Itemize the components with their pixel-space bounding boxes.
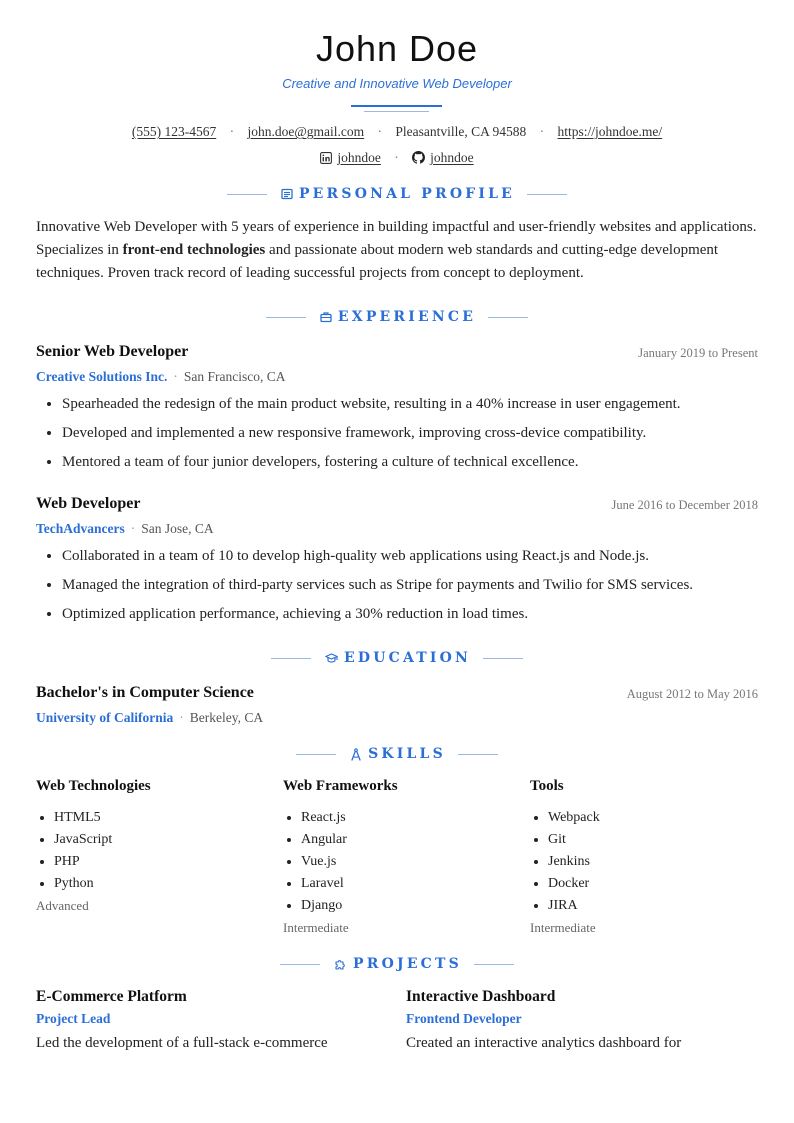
separator-dot: ·	[173, 369, 178, 384]
section-heading-education	[0, 650, 794, 666]
separator-dot: ·	[130, 521, 136, 536]
title-rule-primary	[351, 105, 442, 107]
separator-dot: ·	[539, 124, 545, 139]
skill-list	[36, 808, 266, 896]
title-rule-secondary	[364, 111, 429, 112]
section-heading-skills	[0, 746, 794, 762]
github-icon	[412, 151, 425, 164]
list-item: • Collaborated in a team of 10 to develop high-quality web applications using React.js and Node.js.	[62, 546, 784, 575]
job-achievements	[36, 546, 784, 633]
profile-summary	[36, 216, 758, 285]
compass-icon	[350, 748, 362, 761]
school-location: Berkeley, CA	[189, 710, 264, 725]
job-achievements	[36, 394, 784, 481]
section-title: PROJECTS	[353, 956, 462, 972]
skill-list	[283, 808, 513, 918]
list-item: • Git	[548, 830, 760, 852]
heading-rule	[483, 658, 523, 659]
list-item: • Developed and implemented a new responsive framework, improving cross-device compatibility.	[62, 423, 784, 452]
candidate-name: John Doe	[315, 28, 479, 69]
list-item: • PHP	[54, 852, 266, 874]
linkedin-link[interactable]	[320, 150, 384, 165]
graduation-cap-icon	[325, 652, 338, 664]
section-title: PERSONAL PROFILE	[298, 186, 516, 202]
email-link[interactable]: john.doe@gmail.com	[247, 124, 365, 139]
id-card-icon	[281, 188, 293, 200]
phone-link[interactable]: (555) 123-4567	[131, 124, 217, 139]
linkedin-icon	[320, 152, 332, 164]
section-title: EXPERIENCE	[337, 309, 477, 325]
project-role: Frontend Developer	[406, 1011, 522, 1026]
education-dates: August 2012 to May 2016	[626, 687, 758, 701]
heading-rule	[271, 658, 311, 659]
candidate-tagline: Creative and Innovative Web Developer	[282, 76, 512, 91]
list-item: • Mentored a team of four junior developers, fostering a culture of technical excellence.	[62, 452, 784, 481]
list-item: • Django	[301, 896, 513, 918]
profile-text: and passionate about modern web standards and cutting-edge development techniques. Proven track record of leading successful projects from concept to deployment.	[36, 242, 719, 281]
project-title: Interactive Dashboard	[406, 988, 556, 1005]
github-link[interactable]	[412, 150, 474, 165]
website-link[interactable]: https://johndoe.me/	[557, 124, 663, 139]
job-title: Web Developer	[36, 495, 141, 512]
list-item: • HTML5	[54, 808, 266, 830]
profile-highlight: front-end technologies	[122, 242, 266, 258]
degree-title: Bachelor's in Computer Science	[36, 684, 254, 701]
separator-dot: ·	[179, 710, 184, 725]
heading-rule	[227, 194, 267, 195]
location-text: Pleasantville, CA 94588	[395, 124, 527, 139]
list-item: • Webpack	[548, 808, 760, 830]
job-dates: June 2016 to December 2018	[611, 498, 758, 512]
puzzle-icon	[334, 958, 347, 971]
list-item: • Python	[54, 874, 266, 896]
list-item: • React.js	[301, 808, 513, 830]
heading-rule	[458, 754, 498, 755]
contact-row-primary	[0, 124, 794, 140]
skill-group	[283, 778, 513, 936]
company-location: San Francisco, CA	[183, 369, 286, 384]
list-item: • Managed the integration of third-party services such as Stripe for payments and Twilio for SMS services.	[62, 575, 784, 604]
briefcase-icon	[320, 311, 332, 323]
separator-dot: ·	[229, 124, 235, 139]
heading-rule	[527, 194, 567, 195]
school-line	[36, 710, 263, 726]
project-card	[36, 988, 386, 1052]
job-company-line	[36, 521, 214, 537]
section-heading-projects	[0, 956, 794, 972]
list-item: • Vue.js	[301, 852, 513, 874]
github-handle: johndoe	[430, 150, 474, 165]
heading-rule	[474, 964, 514, 965]
skill-group-title: Tools	[530, 778, 564, 794]
project-title: E-Commerce Platform	[36, 988, 187, 1005]
list-item: • Jenkins	[548, 852, 760, 874]
linkedin-handle: johndoe	[337, 150, 381, 165]
list-item: • Optimized application performance, achieving a 30% reduction in load times.	[62, 604, 784, 633]
skill-level: Intermediate	[530, 920, 596, 935]
project-card	[406, 988, 756, 1052]
project-description: Led the development of a full-stack e-commerce	[36, 1035, 328, 1051]
project-role: Project Lead	[36, 1011, 111, 1026]
list-item: • JIRA	[548, 896, 760, 918]
list-item: • Angular	[301, 830, 513, 852]
company-name: Creative Solutions Inc.	[36, 369, 168, 384]
skill-level: Advanced	[36, 898, 89, 913]
separator-dot: ·	[377, 124, 383, 139]
contact-row-social	[0, 150, 794, 166]
separator-dot: ·	[394, 150, 399, 165]
skill-list	[530, 808, 760, 918]
list-item: • JavaScript	[54, 830, 266, 852]
list-item: • Laravel	[301, 874, 513, 896]
skill-level: Intermediate	[283, 920, 349, 935]
school-name: University of California	[36, 710, 174, 725]
project-description: Created an interactive analytics dashboard for	[406, 1035, 682, 1051]
skill-group	[36, 778, 266, 914]
job-dates: January 2019 to Present	[638, 346, 758, 360]
profile-text: Innovative Web Developer with 5 years of experience in building impactful and user-friendly websites and applications. Specializes in	[36, 219, 757, 258]
job-company-line	[36, 369, 286, 385]
skill-group-title: Web Frameworks	[283, 778, 398, 794]
heading-rule	[280, 964, 320, 965]
heading-rule	[296, 754, 336, 755]
job-title: Senior Web Developer	[36, 343, 189, 360]
skill-group	[530, 778, 760, 936]
section-title: SKILLS	[368, 746, 446, 762]
heading-rule	[488, 317, 528, 318]
heading-rule	[266, 317, 306, 318]
list-item: • Spearheaded the redesign of the main product website, resulting in a 40% increase in user engagement.	[62, 394, 784, 423]
company-location: San Jose, CA	[141, 521, 214, 536]
company-name: TechAdvancers	[36, 521, 125, 536]
list-item: • Docker	[548, 874, 760, 896]
section-heading-experience	[0, 309, 794, 325]
section-heading-profile	[0, 186, 794, 202]
section-title: EDUCATION	[343, 650, 472, 666]
skill-group-title: Web Technologies	[36, 778, 151, 794]
